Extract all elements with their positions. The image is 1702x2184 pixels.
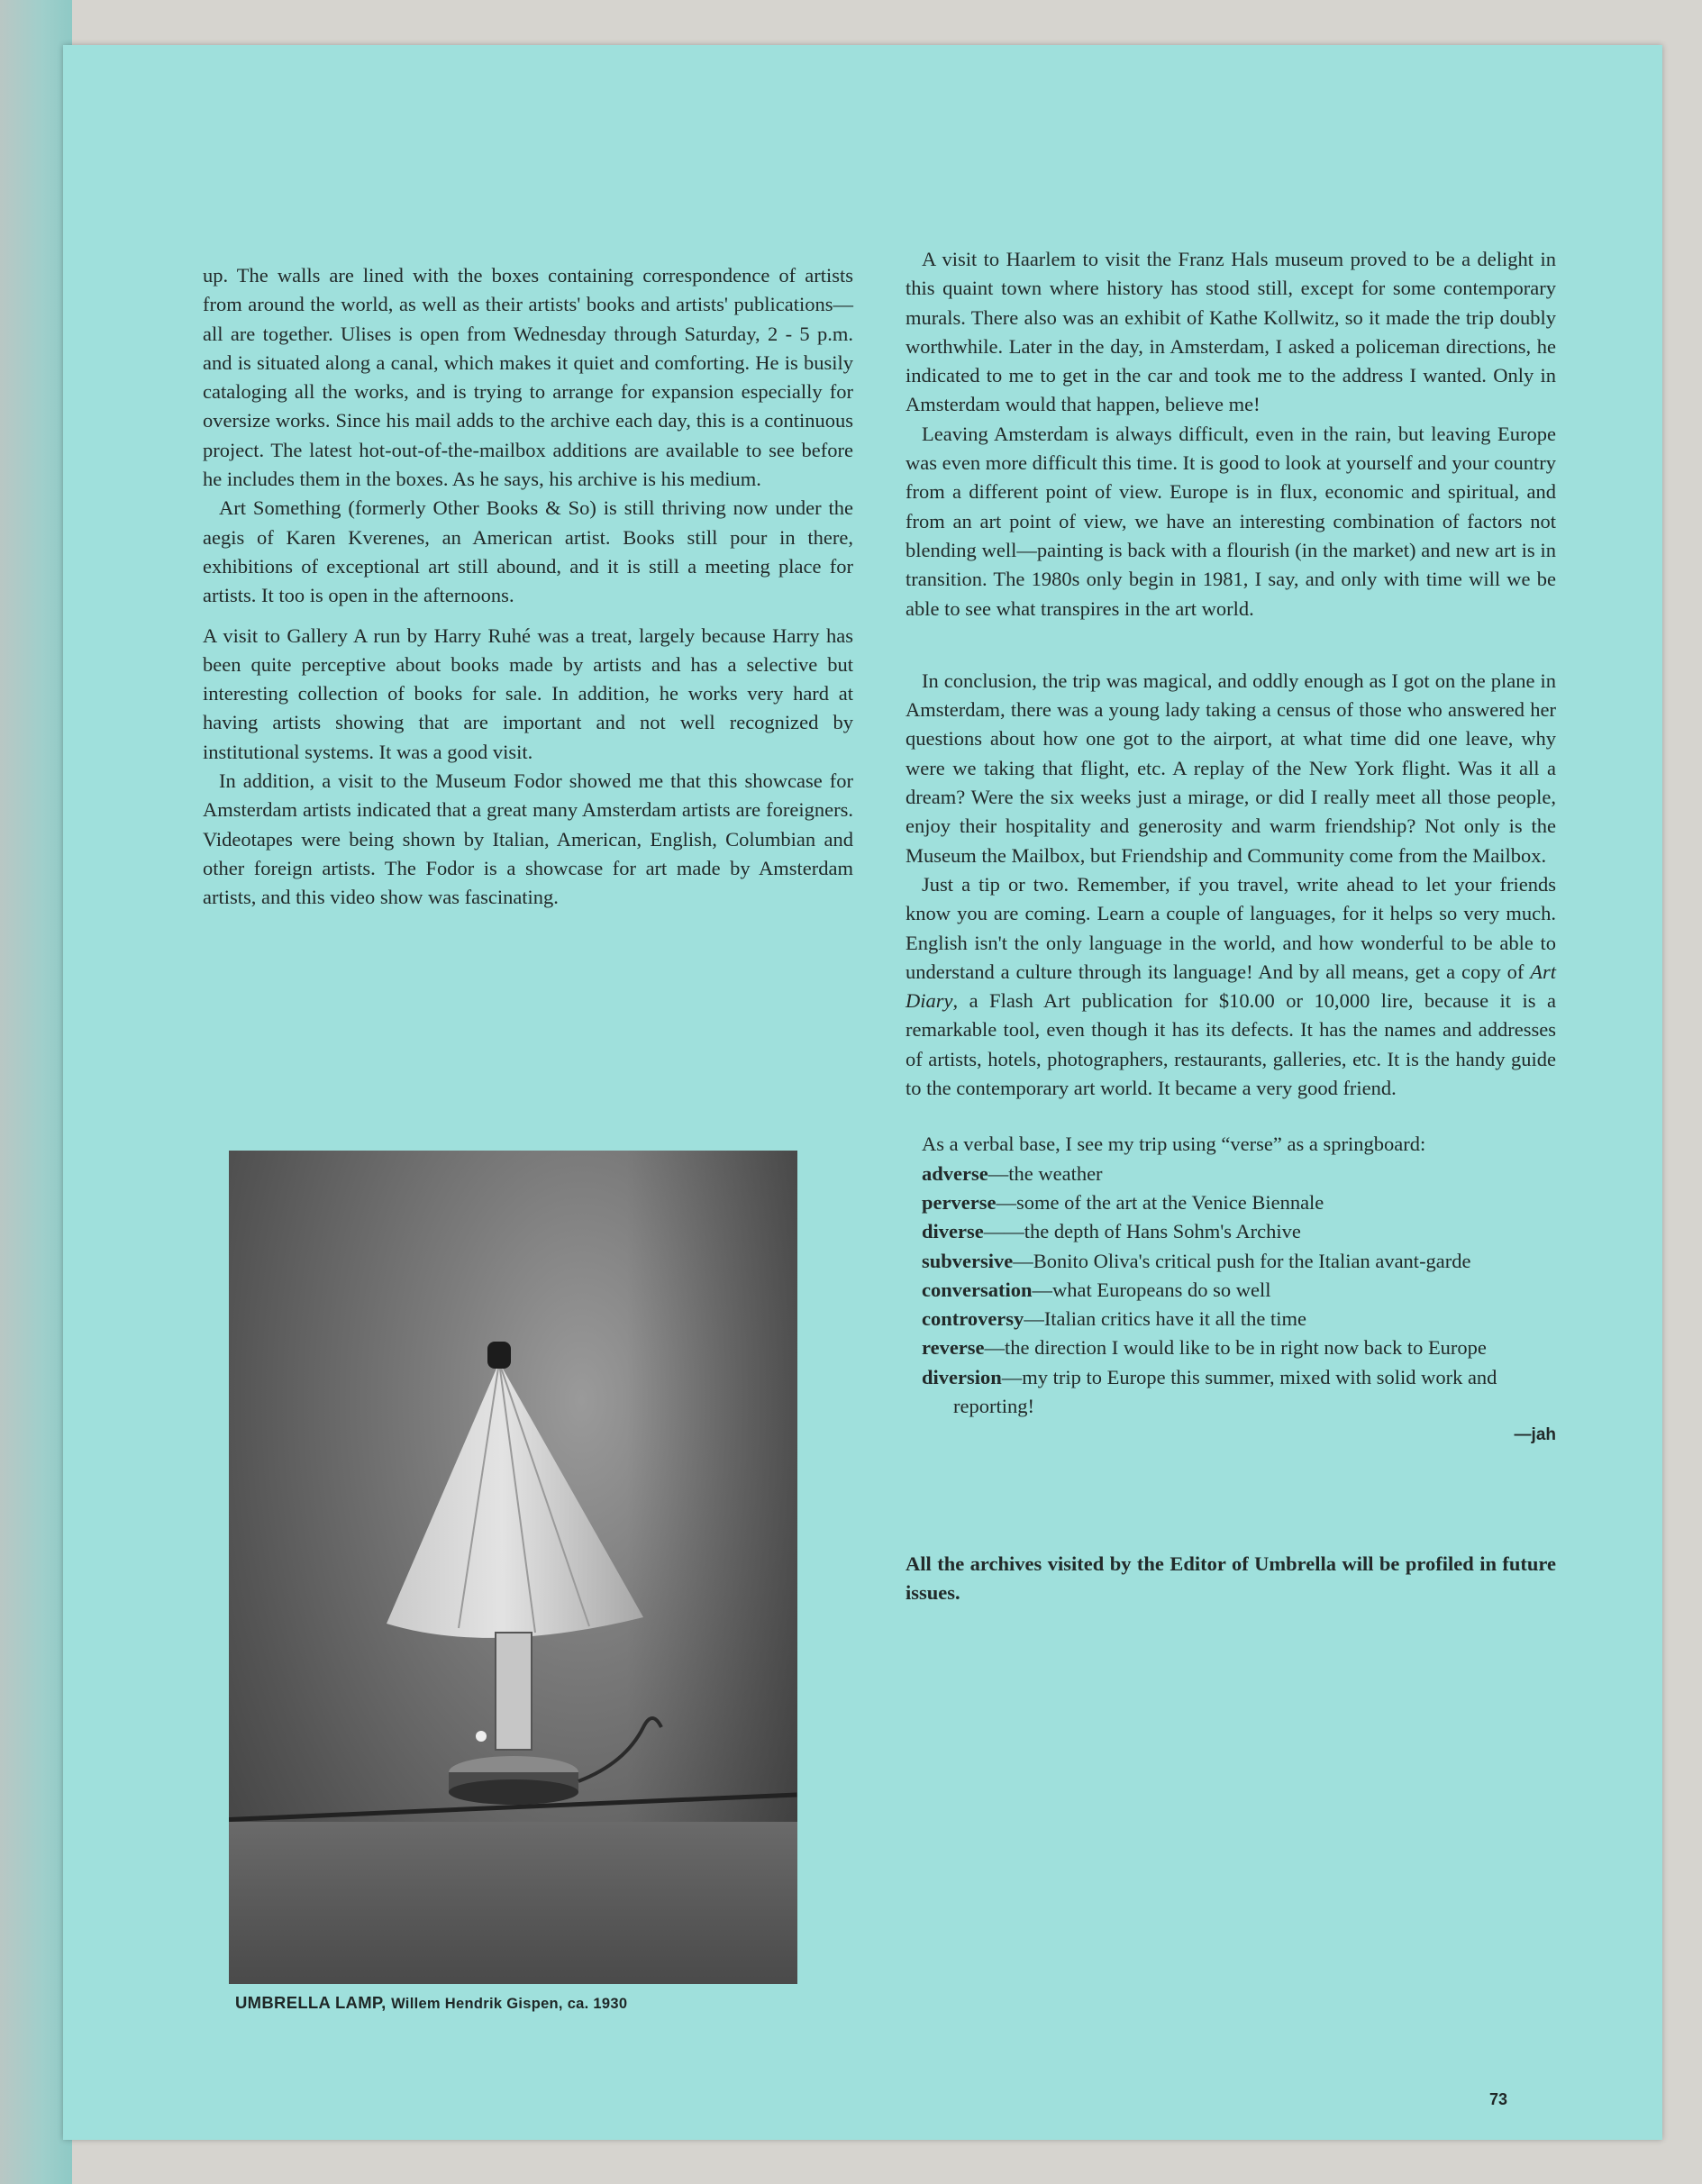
- verse-item: adverse—the weather: [922, 1161, 1103, 1185]
- verse-item: subversive—Bonito Oliva's critical push for the Italian avant-garde: [922, 1249, 1471, 1272]
- closing-note: All the archives visited by the Editor of Umbrella will be profiled in future issues.: [906, 1552, 1556, 1604]
- page-number: 73: [1489, 2090, 1508, 2108]
- paragraph-ulises: up. The walls are lined with the boxes containing correspondence of artists from around the world, as well as their artists' books and artists' publications—all are together. Ulises is open from Wednesday through Saturday, 2 - 5 p.m. and is situated along a canal, which makes it quiet and comforting. He is busily cataloging all the works, and is trying to arrange for expansion especially for oversize works. Since his mail adds to the archive each day, this is a continuous project. The latest hot-out-of-the-mailbox additions are available to see before he includes them in the boxes. As he says, his archive is his medium.: [203, 264, 853, 491]
- lamp-finial: [487, 1342, 511, 1369]
- verse-list: [906, 1160, 1556, 1422]
- lamp-illustration: [229, 1151, 797, 1984]
- tip-text-after: , a Flash Art publication for $10.00 or 10,000 lire, because it is a remarkable tool, even though it has its defects. It has the names and addresses of artists, hotels, photographers, restaurants, galleries, etc. It is the handy guide to the contemporary art world. It became a very good friend.: [906, 989, 1556, 1100]
- verse-item: perverse—some of the art at the Venice Biennale: [922, 1190, 1324, 1214]
- lamp-cord: [578, 1718, 661, 1781]
- author-signature: —jah: [1514, 1425, 1556, 1445]
- verse-item: diverse——the depth of Hans Sohm's Archive: [922, 1220, 1301, 1243]
- paragraph-gallery-a: A visit to Gallery A run by Harry Ruhé was a treat, largely because Harry has been quite perceptive about books made by artists and has a selective but interesting collection of books for sale. In addition, he works very hard at having artists showing that are important and not well recognized by institutional systems. It was a good visit.: [203, 623, 853, 763]
- lamp-shade: [387, 1362, 643, 1638]
- paragraph-haarlem: A visit to Haarlem to visit the Franz Hals museum proved to be a delight in this quaint town where history has stood still, except for some contemporary murals. There also was an exhibit of Kathe Kollwitz, so it made the trip doubly worthwhile. Later in the day, in Amsterdam, I asked a policeman directions, he indicated to me to get in the car and took me to the address I wanted. Only in Amsterdam would that happen, believe me!: [906, 248, 1556, 416]
- magazine-page: [63, 45, 1662, 2140]
- photo-caption: [235, 1993, 812, 2013]
- verse-item: conversation—what Europeans do so well: [922, 1278, 1271, 1301]
- art-diary-title: Art Diary: [906, 960, 1556, 1013]
- binding-shadow: [0, 0, 72, 2184]
- right-column: [906, 245, 1556, 1607]
- left-column: [203, 261, 853, 913]
- paragraph-leaving-amsterdam: Leaving Amsterdam is always difficult, even in the rain, but leaving Europe was even more difficult this time. It is good to look at yourself and your country from a different point of view. Europe is in flux, economic and spiritual, and from an art point of view, we have an interesting combination of factors not blending well—painting is back with a flourish (in the market) and new art is in transition. The 1980s only begin in 1981, I say, and only with time will we be able to see what transpires in the art world.: [906, 422, 1556, 620]
- paragraph-art-something: Art Something (formerly Other Books & So) is still thriving now under the aegis of Karen Kverenes, an American artist. Books still pour in there, exhibitions of exceptional art still abound, and it is still a meeting place for artists. It too is open in the afternoons.: [203, 496, 853, 607]
- caption-title: UMBRELLA LAMP,: [235, 1993, 387, 2012]
- lamp-switch: [476, 1731, 487, 1742]
- verse-item: controversy—Italian critics have it all the time: [922, 1307, 1306, 1331]
- umbrella-lamp-photo: [229, 1151, 797, 1984]
- paragraph-museum-fodor: In addition, a visit to the Museum Fodor showed me that this showcase for Amsterdam artists indicated that a great many Amsterdam artists are foreigners. Videotapes were being shown by Italian, American, English, Columbian and other foreign artists. The Fodor is a showcase for art made by Amsterdam artists, and this video show was fascinating.: [203, 769, 853, 909]
- verse-item: reverse—the direction I would like to be in right now back to Europe: [922, 1336, 1487, 1360]
- verse-item: diversion—my trip to Europe this summer, mixed with solid work and reporting!: [922, 1365, 1497, 1417]
- lamp-stem: [496, 1633, 532, 1750]
- paragraph-travel-tips: [906, 870, 1556, 1103]
- paragraph-conclusion: In conclusion, the trip was magical, and oddly enough as I got on the plane in Amsterdam, there was a young lady taking a census of those who answered her questions about how one got to the airport, at what time did one leave, why were we taking that flight, etc. A replay of the New York flight. Was it all a dream? Were the six weeks just a mirage, or did I really meet all those people, enjoy their hospitality and generosity and warm friendship? Not only is the Museum the Mailbox, but Friendship and Community come from the Mailbox.: [906, 669, 1556, 867]
- verse-intro: As a verbal base, I see my trip using “verse” as a springboard:: [922, 1133, 1426, 1156]
- tip-text-before: Just a tip or two. Remember, if you travel, write ahead to let your friends know you are coming. Learn a couple of languages, for it helps so very much. English isn't the only language in the world, and how wonderful to be able to understand a culture through its language! And by all means, get a copy of: [906, 872, 1556, 983]
- caption-artist: Willem Hendrik Gispen, ca. 1930: [391, 1996, 628, 2012]
